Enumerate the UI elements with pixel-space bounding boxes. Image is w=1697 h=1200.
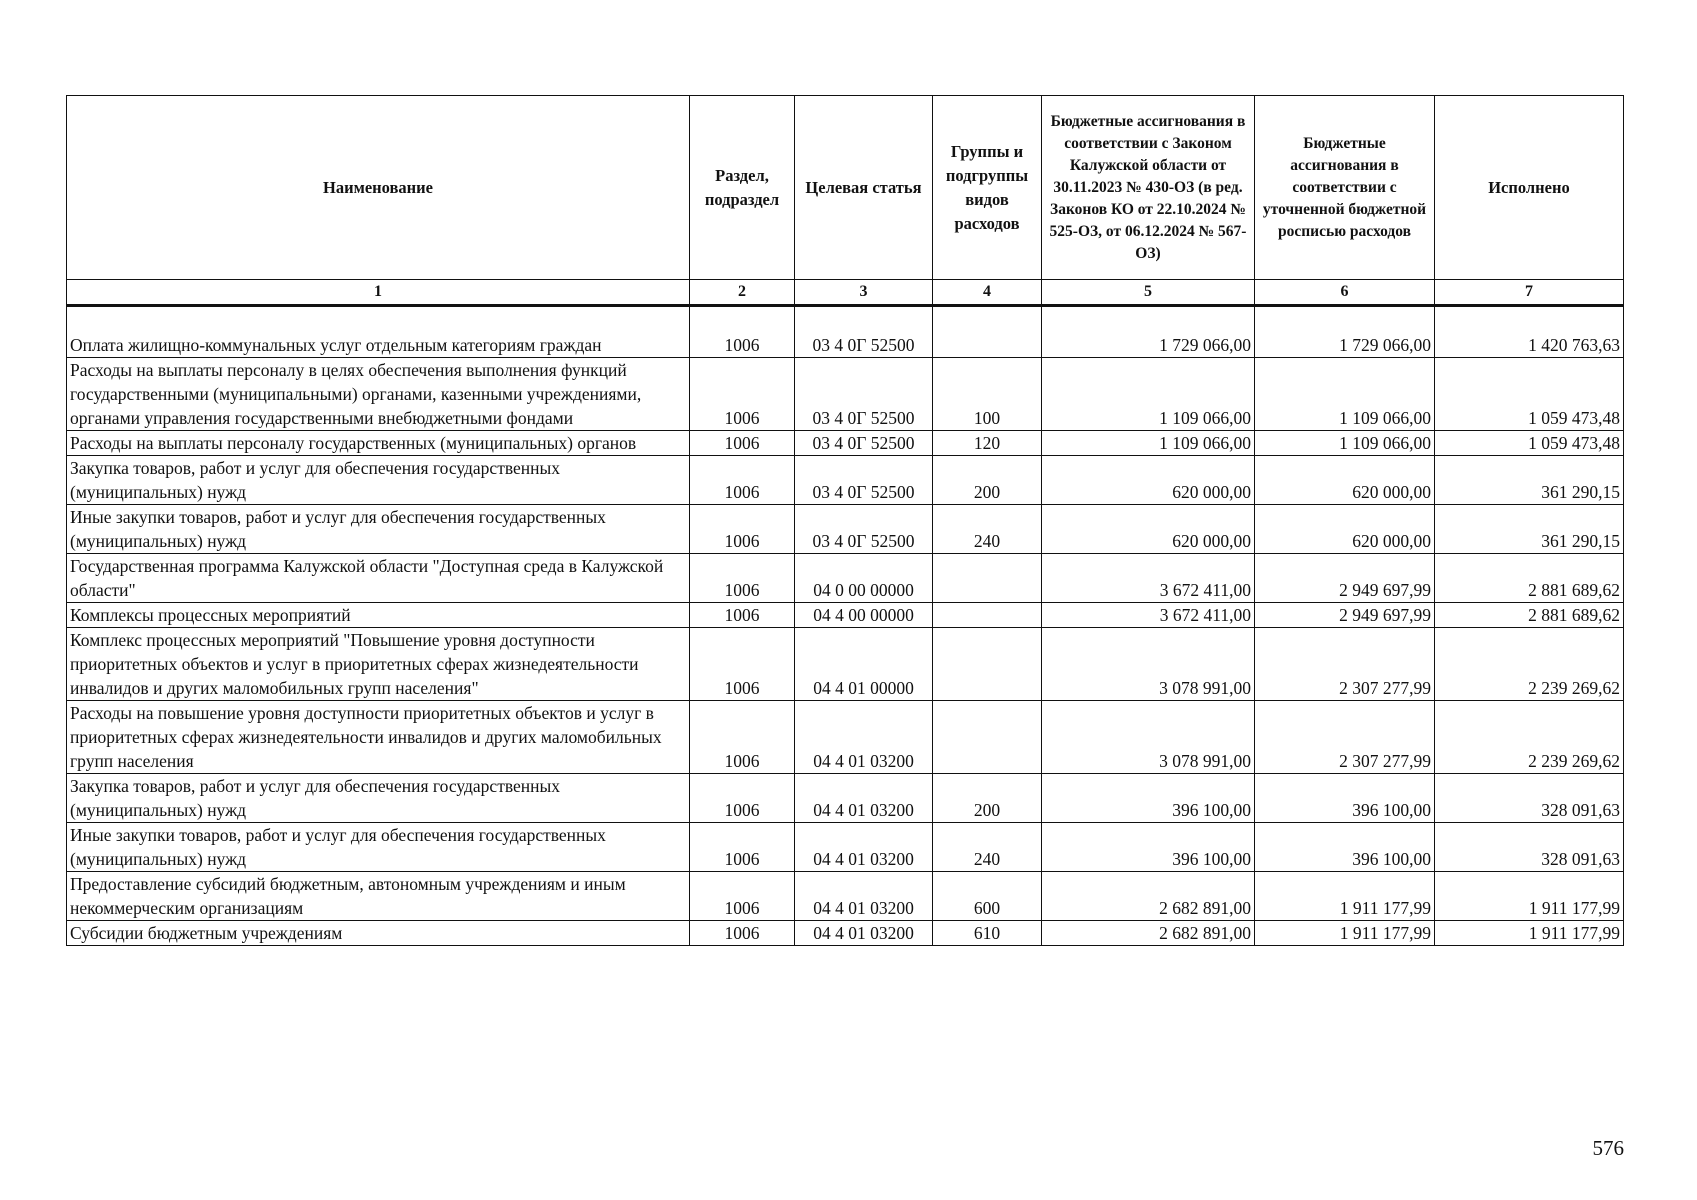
row-group: 240 — [933, 823, 1042, 872]
row-group — [933, 628, 1042, 701]
row-name: Субсидии бюджетным учреждениям — [67, 921, 690, 946]
row-executed: 1 059 473,48 — [1435, 431, 1624, 456]
row-refined-allocation: 2 307 277,99 — [1255, 701, 1435, 774]
header-spacer-row — [67, 306, 1624, 334]
row-section: 1006 — [690, 603, 795, 628]
budget-table — [66, 95, 1624, 946]
row-executed: 1 911 177,99 — [1435, 872, 1624, 921]
row-target: 04 4 01 03200 — [795, 774, 933, 823]
row-group: 600 — [933, 872, 1042, 921]
row-name: Комплексы процессных мероприятий — [67, 603, 690, 628]
row-target: 04 4 01 03200 — [795, 823, 933, 872]
header-executed: Исполнено — [1435, 96, 1624, 280]
row-law-allocation: 2 682 891,00 — [1042, 872, 1255, 921]
row-law-allocation: 3 672 411,00 — [1042, 554, 1255, 603]
row-refined-allocation: 1 729 066,00 — [1255, 333, 1435, 358]
row-refined-allocation: 396 100,00 — [1255, 774, 1435, 823]
row-name: Расходы на выплаты персоналу в целях обеспечения выполнения функций государственными (муниципальными) органами, казенными учреждениями, органами управления государственными внебюджетными фондами — [67, 358, 690, 431]
row-section: 1006 — [690, 701, 795, 774]
row-section: 1006 — [690, 628, 795, 701]
header-section: Раздел, подраздел — [690, 96, 795, 280]
row-target: 04 4 01 00000 — [795, 628, 933, 701]
column-number: 2 — [690, 280, 795, 306]
row-law-allocation: 620 000,00 — [1042, 456, 1255, 505]
header-name: Наименование — [67, 96, 690, 280]
row-group — [933, 603, 1042, 628]
header-groups: Группы и подгруппы видов расходов — [933, 96, 1042, 280]
row-refined-allocation: 1 911 177,99 — [1255, 921, 1435, 946]
row-law-allocation: 1 109 066,00 — [1042, 358, 1255, 431]
table-row — [67, 554, 1624, 603]
row-section: 1006 — [690, 921, 795, 946]
row-law-allocation: 3 078 991,00 — [1042, 628, 1255, 701]
row-law-allocation: 3 078 991,00 — [1042, 701, 1255, 774]
row-group — [933, 701, 1042, 774]
table-row — [67, 872, 1624, 921]
row-section: 1006 — [690, 554, 795, 603]
row-law-allocation: 396 100,00 — [1042, 774, 1255, 823]
row-executed: 2 239 269,62 — [1435, 628, 1624, 701]
column-number: 4 — [933, 280, 1042, 306]
header-target: Целевая статья — [795, 96, 933, 280]
row-executed: 2 239 269,62 — [1435, 701, 1624, 774]
row-refined-allocation: 1 911 177,99 — [1255, 872, 1435, 921]
row-law-allocation: 396 100,00 — [1042, 823, 1255, 872]
row-section: 1006 — [690, 333, 795, 358]
row-law-allocation: 1 109 066,00 — [1042, 431, 1255, 456]
row-executed: 328 091,63 — [1435, 774, 1624, 823]
row-name: Оплата жилищно-коммунальных услуг отдельным категориям граждан — [67, 333, 690, 358]
row-refined-allocation: 1 109 066,00 — [1255, 358, 1435, 431]
table-header — [67, 96, 1624, 334]
row-section: 1006 — [690, 358, 795, 431]
table-row — [67, 505, 1624, 554]
table-body — [67, 333, 1624, 946]
row-section: 1006 — [690, 505, 795, 554]
header-refined-allocations: Бюджетные ассигнования в соответствии с уточненной бюджетной росписью расходов — [1255, 96, 1435, 280]
table-row — [67, 456, 1624, 505]
table-row — [67, 358, 1624, 431]
header-law-allocations: Бюджетные ассигнования в соответствии с Законом Калужской области от 30.11.2023 № 430-ОЗ (в ред. Законов КО от 22.10.2024 № 525-ОЗ, от 06.12.2024 № 567-ОЗ) — [1042, 96, 1255, 280]
table-row — [67, 333, 1624, 358]
row-name: Комплекс процессных мероприятий "Повышение уровня доступности приоритетных объектов и услуг в приоритетных сферах жизнедеятельности инвалидов и других маломобильных групп населения" — [67, 628, 690, 701]
row-law-allocation: 3 672 411,00 — [1042, 603, 1255, 628]
table-row — [67, 628, 1624, 701]
row-executed: 328 091,63 — [1435, 823, 1624, 872]
column-number: 5 — [1042, 280, 1255, 306]
column-numbers-row — [67, 280, 1624, 306]
row-group: 120 — [933, 431, 1042, 456]
row-law-allocation: 620 000,00 — [1042, 505, 1255, 554]
row-refined-allocation: 620 000,00 — [1255, 505, 1435, 554]
column-number: 1 — [67, 280, 690, 306]
row-target: 04 4 01 03200 — [795, 872, 933, 921]
row-refined-allocation: 2 949 697,99 — [1255, 603, 1435, 628]
row-section: 1006 — [690, 774, 795, 823]
row-group: 200 — [933, 456, 1042, 505]
row-target: 03 4 0Г 52500 — [795, 358, 933, 431]
row-section: 1006 — [690, 823, 795, 872]
row-group — [933, 333, 1042, 358]
row-target: 03 4 0Г 52500 — [795, 431, 933, 456]
row-group: 100 — [933, 358, 1042, 431]
row-group — [933, 554, 1042, 603]
row-name: Расходы на выплаты персоналу государственных (муниципальных) органов — [67, 431, 690, 456]
table-row — [67, 603, 1624, 628]
row-executed: 1 911 177,99 — [1435, 921, 1624, 946]
row-target: 03 4 0Г 52500 — [795, 333, 933, 358]
row-executed: 361 290,15 — [1435, 456, 1624, 505]
row-refined-allocation: 1 109 066,00 — [1255, 431, 1435, 456]
row-target: 04 4 01 03200 — [795, 701, 933, 774]
row-law-allocation: 1 729 066,00 — [1042, 333, 1255, 358]
row-target: 03 4 0Г 52500 — [795, 505, 933, 554]
row-executed: 2 881 689,62 — [1435, 603, 1624, 628]
row-executed: 1 059 473,48 — [1435, 358, 1624, 431]
column-number: 3 — [795, 280, 933, 306]
row-section: 1006 — [690, 872, 795, 921]
row-target: 03 4 0Г 52500 — [795, 456, 933, 505]
row-name: Иные закупки товаров, работ и услуг для обеспечения государственных (муниципальных) нужд — [67, 823, 690, 872]
row-name: Иные закупки товаров, работ и услуг для обеспечения государственных (муниципальных) нужд — [67, 505, 690, 554]
table-row — [67, 431, 1624, 456]
row-refined-allocation: 620 000,00 — [1255, 456, 1435, 505]
row-target: 04 4 00 00000 — [795, 603, 933, 628]
row-executed: 361 290,15 — [1435, 505, 1624, 554]
column-number: 7 — [1435, 280, 1624, 306]
row-name: Закупка товаров, работ и услуг для обеспечения государственных (муниципальных) нужд — [67, 774, 690, 823]
row-group: 610 — [933, 921, 1042, 946]
table-row — [67, 823, 1624, 872]
table-row — [67, 774, 1624, 823]
row-refined-allocation: 2 307 277,99 — [1255, 628, 1435, 701]
table-row — [67, 701, 1624, 774]
row-refined-allocation: 2 949 697,99 — [1255, 554, 1435, 603]
row-group: 240 — [933, 505, 1042, 554]
row-executed: 1 420 763,63 — [1435, 333, 1624, 358]
row-executed: 2 881 689,62 — [1435, 554, 1624, 603]
row-name: Закупка товаров, работ и услуг для обеспечения государственных (муниципальных) нужд — [67, 456, 690, 505]
row-target: 04 0 00 00000 — [795, 554, 933, 603]
column-number: 6 — [1255, 280, 1435, 306]
row-refined-allocation: 396 100,00 — [1255, 823, 1435, 872]
row-section: 1006 — [690, 431, 795, 456]
row-name: Предоставление субсидий бюджетным, автономным учреждениям и иным некоммерческим организациям — [67, 872, 690, 921]
row-section: 1006 — [690, 456, 795, 505]
page-number: 576 — [1592, 1136, 1624, 1160]
row-group: 200 — [933, 774, 1042, 823]
table-row — [67, 921, 1624, 946]
row-name: Расходы на повышение уровня доступности приоритетных объектов и услуг в приоритетных сферах жизнедеятельности инвалидов и других маломобильных групп населения — [67, 701, 690, 774]
row-name: Государственная программа Калужской области "Доступная среда в Калужской области" — [67, 554, 690, 603]
row-law-allocation: 2 682 891,00 — [1042, 921, 1255, 946]
row-target: 04 4 01 03200 — [795, 921, 933, 946]
